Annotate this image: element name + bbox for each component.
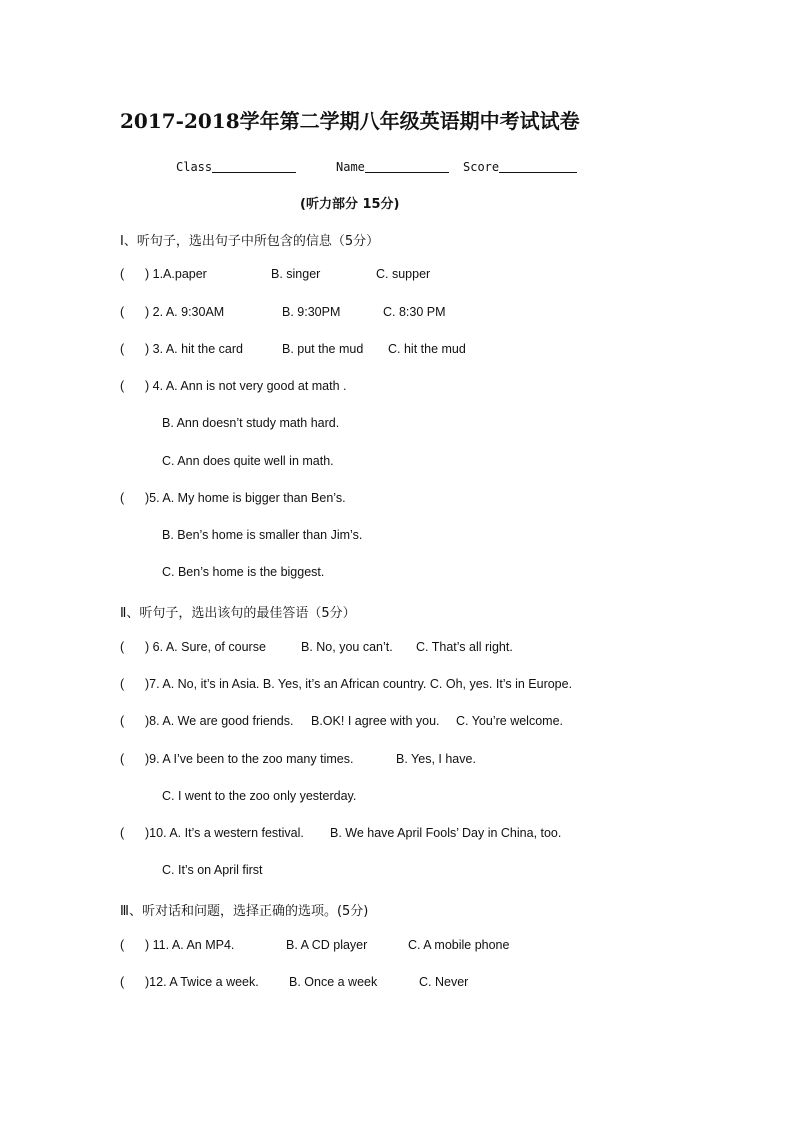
question-4-option-a: ) 4. A. Ann is not very good at math . — [145, 379, 347, 393]
question-1-option-c: C. supper — [376, 267, 431, 281]
question-12-option-b: B. Once a week — [289, 975, 378, 989]
answer-blank[interactable]: ( — [120, 752, 142, 766]
question-9-option-b: B. Yes, I have. — [396, 752, 476, 766]
answer-blank[interactable]: ( — [120, 267, 142, 281]
answer-blank[interactable]: ( — [120, 640, 142, 654]
question-3-option-b: B. put the mud — [282, 342, 364, 356]
question-6-option-c: C. That’s all right. — [416, 640, 513, 654]
name-blank[interactable] — [365, 158, 449, 173]
section-1-heading: Ⅰ、听句子，选出句子中所包含的信息（5分） — [120, 234, 380, 249]
question-12-option-c: C. Never — [419, 975, 469, 989]
question-5-option-b: B. Ben’s home is smaller than Jim’s. — [162, 528, 363, 542]
question-6-option-a: ) 6. A. Sure, of course — [145, 640, 266, 654]
question-2-option-b: B. 9:30PM — [282, 305, 341, 319]
question-8-option-c: C. You’re welcome. — [456, 714, 564, 728]
question-11-option-c: C. A mobile phone — [408, 938, 510, 952]
question-1-option-b: B. singer — [271, 267, 321, 281]
class-label: Class — [176, 160, 213, 174]
answer-blank[interactable]: ( — [120, 826, 142, 840]
question-10-option-a: )10. A. It’s a western festival. — [145, 826, 304, 840]
section-3-heading: Ⅲ、听对话和问题，选择正确的选项。(5分) — [120, 904, 369, 919]
exam-title: 2017-2018学年第二学期八年级英语期中考试试卷 — [120, 109, 580, 133]
answer-blank[interactable]: ( — [120, 714, 142, 728]
question-8-option-a: )8. A. We are good friends. — [145, 714, 294, 728]
score-field — [463, 158, 577, 174]
question-6-option-b: B. No, you can’t. — [301, 640, 393, 654]
question-11-option-a: ) 11. A. An MP4. — [145, 938, 235, 952]
answer-blank[interactable]: ( — [120, 677, 142, 691]
name-label: Name — [336, 160, 365, 174]
question-5-option-a: )5. A. My home is bigger than Ben’s. — [145, 491, 346, 505]
answer-blank[interactable]: ( — [120, 491, 142, 505]
question-2-option-a: ) 2. A. 9:30AM — [145, 305, 225, 319]
question-3-option-a: ) 3. A. hit the card — [145, 342, 243, 356]
class-blank[interactable] — [212, 158, 296, 173]
answer-blank[interactable]: ( — [120, 305, 142, 319]
question-3-option-c: C. hit the mud — [388, 342, 466, 356]
question-7-options: )7. A. No, it’s in Asia. B. Yes, it’s an African country. C. Oh, yes. It’s in Europe. — [145, 677, 573, 691]
question-5-option-c: C. Ben’s home is the biggest. — [162, 565, 325, 579]
answer-blank[interactable]: ( — [120, 975, 142, 989]
question-2-option-c: C. 8:30 PM — [383, 305, 446, 319]
section-2-heading: Ⅱ、听句子，选出该句的最佳答语（5分） — [120, 606, 356, 621]
name-field — [336, 158, 449, 174]
question-11-option-b: B. A CD player — [286, 938, 368, 952]
question-8-option-b: B.OK! I agree with you. — [311, 714, 440, 728]
answer-blank[interactable]: ( — [120, 938, 142, 952]
class-field — [176, 158, 296, 174]
question-1-option-a: ) 1.A.paper — [145, 267, 207, 281]
question-4-option-b: B. Ann doesn’t study math hard. — [162, 416, 340, 430]
score-blank[interactable] — [499, 158, 577, 173]
score-label: Score — [463, 160, 500, 174]
question-10-option-c: C. It’s on April first — [162, 863, 263, 877]
answer-blank[interactable]: ( — [120, 342, 142, 356]
question-4-option-c: C. Ann does quite well in math. — [162, 454, 334, 468]
question-10-option-b: B. We have April Fools’ Day in China, too. — [330, 826, 562, 840]
question-9-option-c: C. I went to the zoo only yesterday. — [162, 789, 357, 803]
question-9-option-a: )9. A I’ve been to the zoo many times. — [145, 752, 354, 766]
question-12-option-a: )12. A Twice a week. — [145, 975, 259, 989]
listening-section-header: (听力部分 15分) — [300, 197, 400, 212]
answer-blank[interactable]: ( — [120, 379, 142, 393]
